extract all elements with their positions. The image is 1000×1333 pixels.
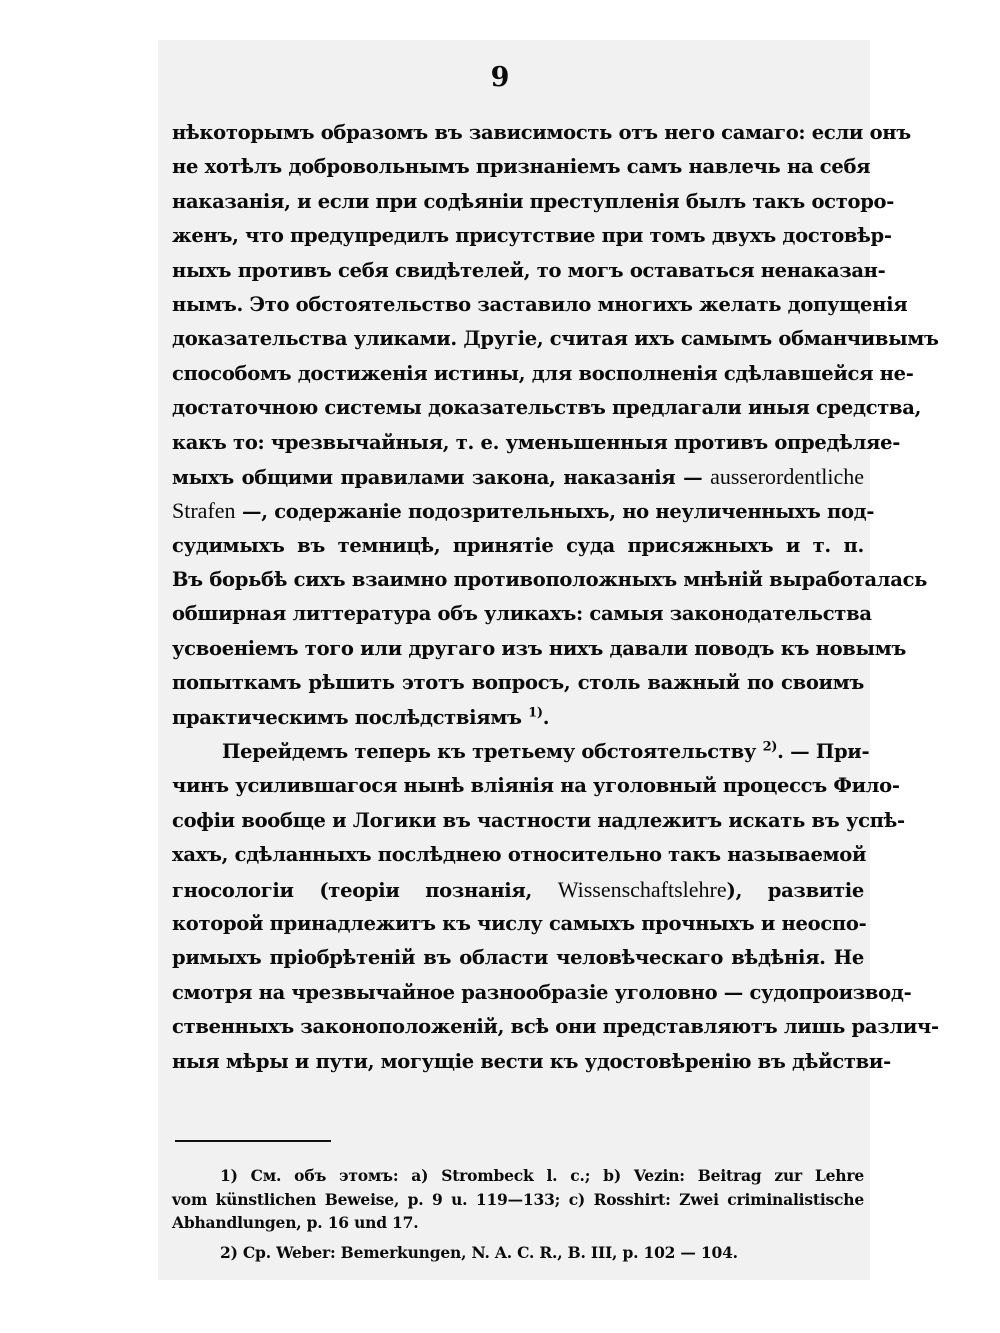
- text-segment: Перейдемъ теперь къ третьему обстоятельству: [222, 740, 763, 764]
- main-text: [172, 116, 939, 1079]
- text-line: [172, 873, 864, 907]
- text-line: [172, 460, 864, 494]
- footnote-ref-2: 2): [762, 739, 778, 755]
- text-segment: .: [542, 705, 550, 729]
- page-number: 9: [490, 62, 510, 93]
- text-line: не хотѣлъ добровольнымъ признаніемъ самъ навлечь на себя: [172, 155, 871, 179]
- text-line: софіи вообще и Логики въ частности надлежитъ искать въ успѣ-: [172, 808, 905, 832]
- text-line: способомъ достиженія истины, для восполненія сдѣлавшейся не-: [172, 361, 914, 385]
- text-line: ныхъ противъ себя свидѣтелей, то могъ оставаться ненаказан-: [172, 258, 886, 282]
- text-line: достаточною системы доказательствъ предлагали иныя средства,: [172, 396, 922, 420]
- text-line: чинъ усилившагося нынѣ вліянія на уголовный процессъ Фило-: [172, 774, 900, 798]
- footnote-1-line: 1) См. объ этомъ: a) Strombeck l. c.; b) Vezin: Beitrag zur Lehre: [220, 1166, 864, 1185]
- footnote-2-line: 2) Cp. Weber: Bemerkungen, N. A. C. R., B. III, p. 102 — 104.: [220, 1242, 738, 1262]
- text-segment: гносологіи (теоріи познанія,: [172, 878, 558, 902]
- text-segment: практическимъ послѣдствіямъ: [172, 705, 529, 729]
- text-line: ныя мѣры и пути, могущіе вести къ удостовѣренію въ дѣйстви-: [172, 1049, 891, 1073]
- latin-term: ausserordentliche: [710, 463, 864, 489]
- footnote-ref-1: 1): [528, 705, 543, 721]
- text-segment: . — При-: [777, 740, 870, 764]
- text-line: ственныхъ законоположеній, всѣ они представляютъ лишь различ-: [172, 1015, 939, 1039]
- text-line: нѣкоторымъ образомъ въ зависимость отъ него самаго: если онъ: [172, 121, 911, 144]
- footnote-divider: [175, 1140, 331, 1142]
- text-line: Въ борьбѣ сихъ взаимно противоположныхъ мнѣній выработалась: [172, 568, 928, 592]
- footnotes: [172, 1164, 864, 1264]
- footnote-1-line: vom künstlichen Beweise, p. 9 u. 119—133; c) Rosshirt: Zwei criminalistische: [172, 1189, 864, 1209]
- text-line: [172, 494, 875, 528]
- latin-term: Strafen: [172, 498, 236, 524]
- text-line: попыткамъ рѣшить этотъ вопросъ, столь важный по своимъ: [172, 671, 864, 695]
- text-line: хахъ, сдѣланныхъ послѣднею относительно такъ называемой: [172, 843, 867, 867]
- text-line: нымъ. Это обстоятельство заставило многихъ желать допущенія: [172, 292, 908, 316]
- text-line: смотря на чрезвычайное разнообразіе уголовно — судопроизвод-: [172, 980, 912, 1004]
- text-line: женъ, что предупредилъ присутствие при томъ двухъ достовѣр-: [172, 224, 892, 248]
- text-line: доказательства уликами. Другіе, считая ихъ самымъ обманчивымъ: [172, 327, 939, 351]
- text-segment: ), развитіе: [726, 878, 864, 902]
- text-line: римыхъ пріобрѣтеній въ области человѣческаго вѣдѣнія. Не: [172, 946, 864, 970]
- text-line: обширная литтература объ уликахъ: самыя законодательства: [172, 602, 872, 626]
- text-line: [172, 735, 870, 769]
- text-line: которой принадлежитъ къ числу самыхъ прочныхъ и неоспо-: [172, 911, 867, 935]
- text-line: наказанія, и если при содѣяніи преступленія былъ такъ осторо-: [172, 189, 895, 213]
- footnote-1-line: Abhandlungen, p. 16 und 17.: [172, 1213, 419, 1232]
- text-line: [172, 701, 864, 735]
- latin-term: Wissenschaftslehre: [557, 876, 727, 902]
- text-line: какъ то: чрезвычайныя, т. е. уменьшенныя противъ опредѣляе-: [172, 430, 901, 454]
- text-line: судимыхъ въ темницѣ, принятіе суда присяжныхъ и т. п.: [172, 533, 864, 557]
- text-segment: —, содержаніе подозрительныхъ, но неуличенныхъ под-: [235, 500, 875, 524]
- text-segment: мыхъ общими правилами закона, наказанія —: [172, 465, 711, 489]
- text-line: усвоеніемъ того или другаго изъ нихъ давали поводъ къ новымъ: [172, 636, 907, 660]
